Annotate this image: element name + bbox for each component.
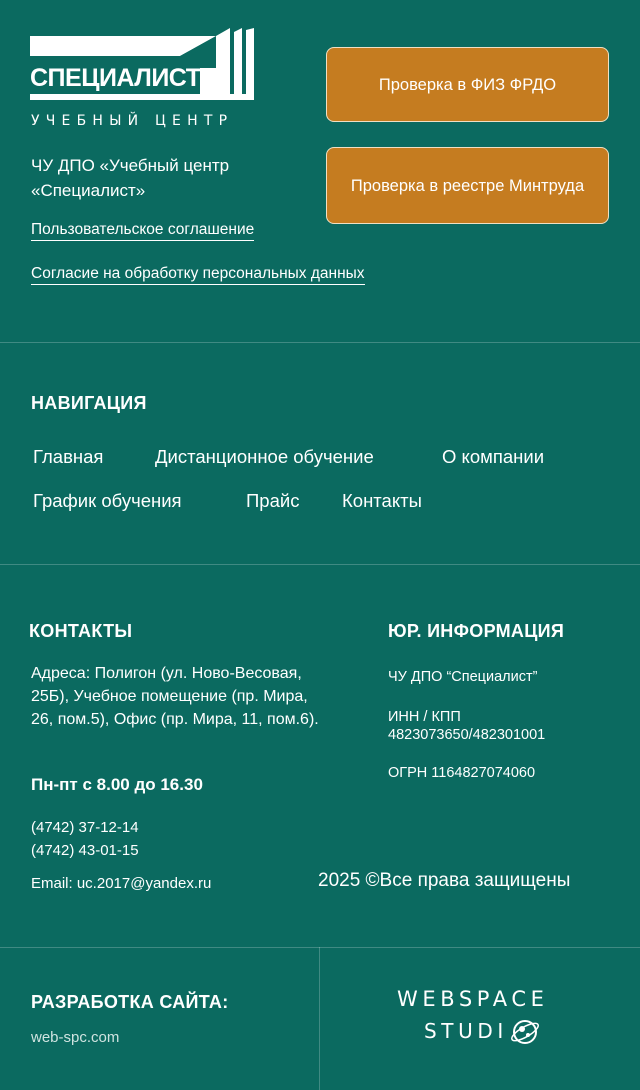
webspace-logo-line2: STUDI [424, 1019, 508, 1043]
nav-item-contacts[interactable]: Контакты [342, 490, 422, 511]
developer-heading: РАЗРАБОТКА САЙТА: [31, 992, 229, 1012]
developer-url[interactable]: web-spc.com [31, 1029, 120, 1046]
vertical-divider [319, 947, 320, 1090]
nav-item-distance-learning[interactable]: Дистанционное обучение [155, 446, 374, 467]
check-frdo-label: Проверка в ФИЗ ФРДО [378, 75, 557, 94]
nav-item-schedule[interactable]: График обучения [33, 490, 182, 511]
divider [0, 947, 640, 948]
nav-item-home[interactable]: Главная [33, 446, 104, 467]
nav-item-about[interactable]: О компании [442, 446, 545, 467]
check-mintrud-label: Проверка в реестре Минтруда [350, 176, 585, 195]
logo-subtitle: УЧЕБНЫЙ ЦЕНТР [31, 113, 234, 129]
planet-icon [509, 1016, 541, 1048]
navigation-heading: НАВИГАЦИЯ [31, 393, 147, 413]
contacts-phone-2[interactable]: (4742) 43-01-15 [31, 842, 139, 859]
contacts-hours: Пн-пт с 8.00 до 16.30 [31, 775, 203, 794]
privacy-consent-link[interactable]: Согласие на обработку персональных данных [31, 265, 365, 285]
webspace-logo-line1: WEBSPACE [397, 987, 549, 1011]
logo-wordmark: СПЕЦИАЛИСТ [30, 64, 201, 92]
check-mintrud-button[interactable] [326, 147, 609, 224]
divider [0, 342, 640, 343]
contacts-email[interactable]: Email: uc.2017@yandex.ru [31, 875, 212, 892]
divider [0, 564, 640, 565]
check-frdo-button[interactable] [326, 47, 609, 122]
legal-ogrn: ОГРН 1164827074060 [388, 765, 536, 781]
copyright: 2025 ©Все права защищены [318, 870, 571, 891]
legal-org: ЧУ ДПО “Специалист” [388, 669, 538, 685]
contacts-address: Адреса: Полигон (ул. Ново-Весовая, 25Б), Учебное помещение (пр. Мира, 26, пом.5), Офис (пр. Мира, 11, пом.6). [31, 665, 319, 728]
legal-heading: ЮР. ИНФОРМАЦИЯ [388, 621, 565, 641]
nav-item-prices[interactable]: Прайс [246, 490, 300, 511]
contacts-heading: КОНТАКТЫ [29, 621, 133, 641]
contacts-phone-1[interactable]: (4742) 37-12-14 [31, 819, 139, 836]
user-agreement-link[interactable]: Пользовательское соглашение [31, 221, 254, 241]
legal-inn-label: ИНН / КПП [388, 709, 461, 725]
org-name: ЧУ ДПО «Учебный центр «Специалист» [31, 156, 230, 200]
legal-inn-value: 4823073650/482301001 [388, 727, 546, 743]
